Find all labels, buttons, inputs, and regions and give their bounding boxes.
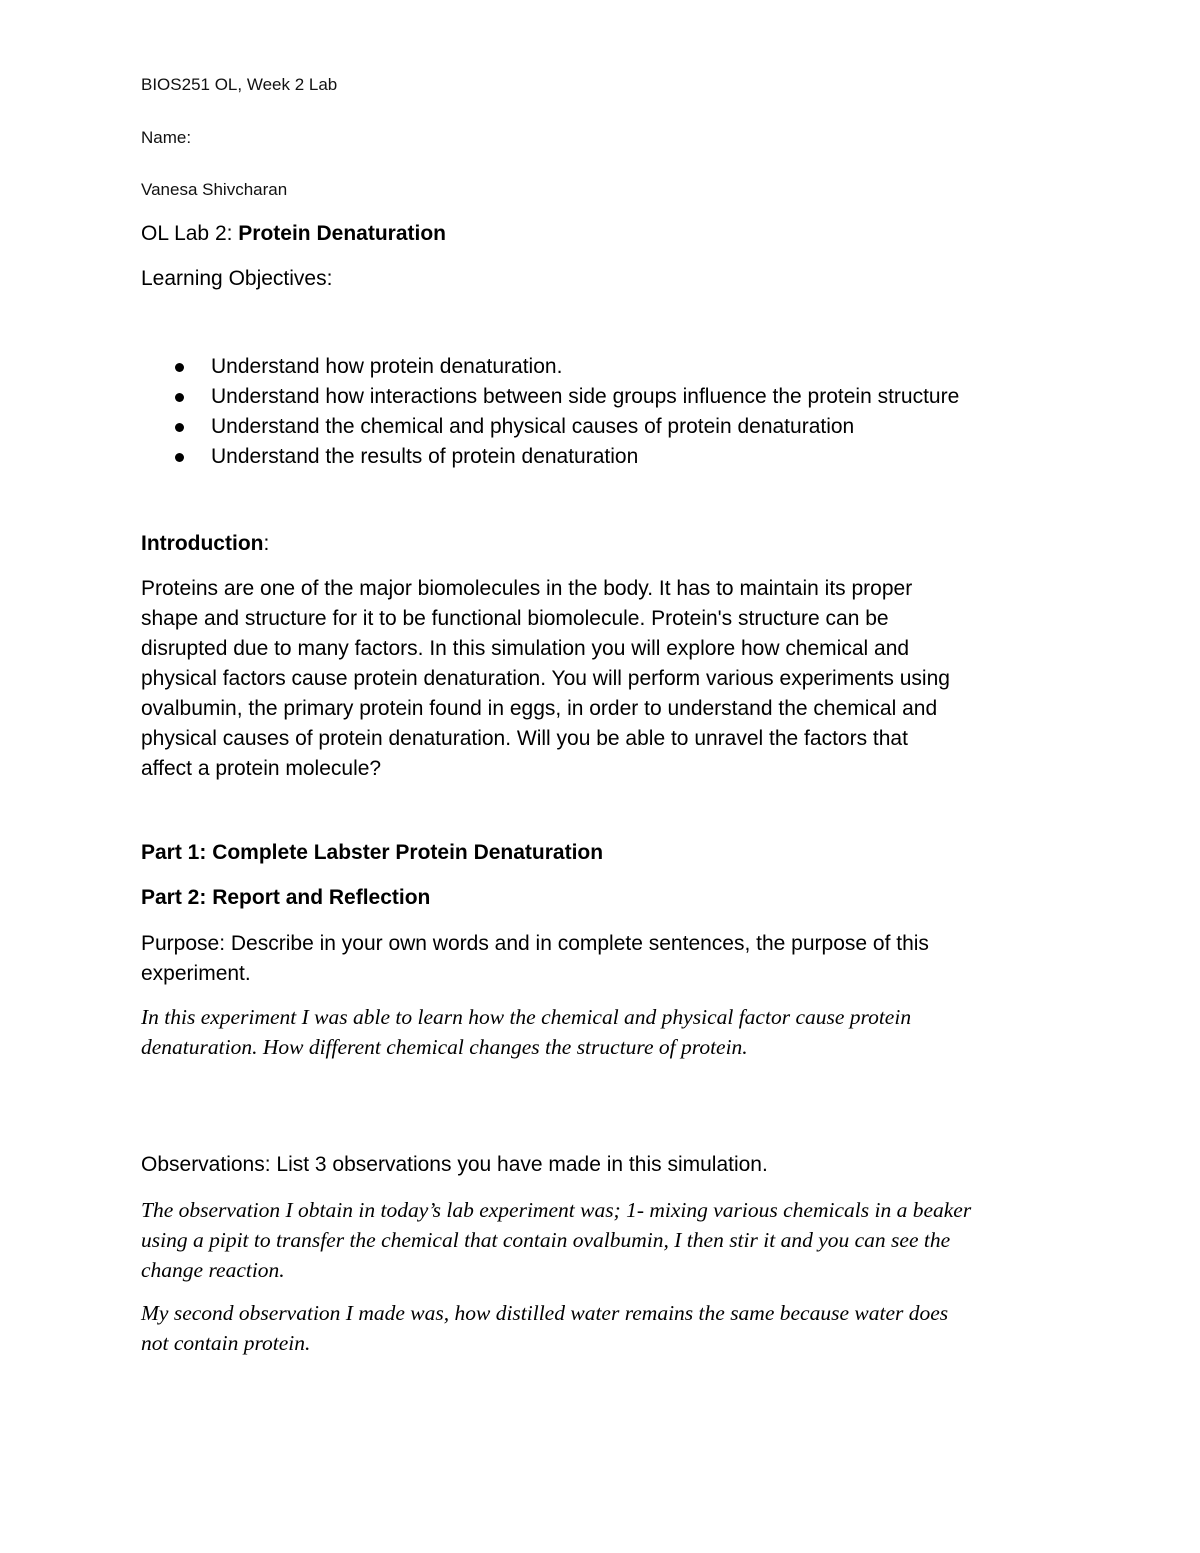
name-label: Name: xyxy=(141,128,192,147)
text-line: shape and structure for it to be functional biomolecule. Protein's structure can be xyxy=(141,607,889,630)
text-line: physical factors cause protein denaturation. You will perform various experiments using xyxy=(141,667,950,690)
text-line: My second observation I made was, how distilled water remains the same because water does xyxy=(141,1301,949,1325)
purpose-prompt xyxy=(141,929,1101,989)
objective-item: Understand the chemical and physical causes of protein denaturation xyxy=(141,412,1101,442)
objective-item: Understand how protein denaturation. xyxy=(141,352,1101,382)
text-line: Proteins are one of the major biomolecules in the body. It has to maintain its proper xyxy=(141,577,913,600)
text-line: physical causes of protein denaturation. Will you be able to unravel the factors that xyxy=(141,727,908,750)
introduction-body xyxy=(141,574,1101,784)
objectives-list xyxy=(141,352,1101,472)
text-line: ovalbumin, the primary protein found in eggs, in order to understand the chemical and xyxy=(141,697,938,720)
course-header: BIOS251 OL, Week 2 Lab xyxy=(141,75,338,94)
text-line: affect a protein molecule? xyxy=(141,757,382,780)
text-line: disrupted due to many factors. In this simulation you will explore how chemical and xyxy=(141,637,910,660)
text-line: denaturation. How different chemical changes the structure of protein. xyxy=(141,1035,748,1059)
lab-title-prefix: OL Lab 2: xyxy=(141,222,239,245)
observations-prompt: Observations: List 3 observations you have made in this simulation. xyxy=(141,1153,768,1176)
introduction-heading: Introduction: xyxy=(141,532,270,555)
objective-item: Understand the results of protein denaturation xyxy=(141,442,1101,472)
purpose-answer xyxy=(141,1002,1101,1062)
lab-title xyxy=(141,219,1061,249)
text-line: experiment. xyxy=(141,962,251,985)
student-name: Vanesa Shivcharan xyxy=(141,180,288,199)
objectives-heading: Learning Objectives: xyxy=(141,267,333,290)
part1-heading: Part 1: Complete Labster Protein Denaturation xyxy=(141,841,604,864)
bullet-icon xyxy=(175,453,184,462)
lab-title-topic: Protein Denaturation xyxy=(238,222,446,245)
text-line: change reaction. xyxy=(141,1258,285,1282)
text-line: using a pipit to transfer the chemical that contain ovalbumin, I then stir it and you can see the xyxy=(141,1228,951,1252)
text-line: Purpose: Describe in your own words and in complete sentences, the purpose of this xyxy=(141,932,929,955)
bullet-icon xyxy=(175,363,184,372)
text-line: not contain protein. xyxy=(141,1331,311,1355)
objective-item: Understand how interactions between side groups influence the protein structure xyxy=(141,382,1101,412)
text-line: The observation I obtain in today’s lab experiment was; 1- mixing various chemicals in a beaker xyxy=(141,1198,972,1222)
text-line: In this experiment I was able to learn how the chemical and physical factor cause protein xyxy=(141,1005,912,1029)
bullet-icon xyxy=(175,423,184,432)
bullet-icon xyxy=(175,393,184,402)
observation-answer-1 xyxy=(141,1195,1131,1285)
part2-heading: Part 2: Report and Reflection xyxy=(141,886,431,909)
observation-answer-2 xyxy=(141,1298,1131,1358)
